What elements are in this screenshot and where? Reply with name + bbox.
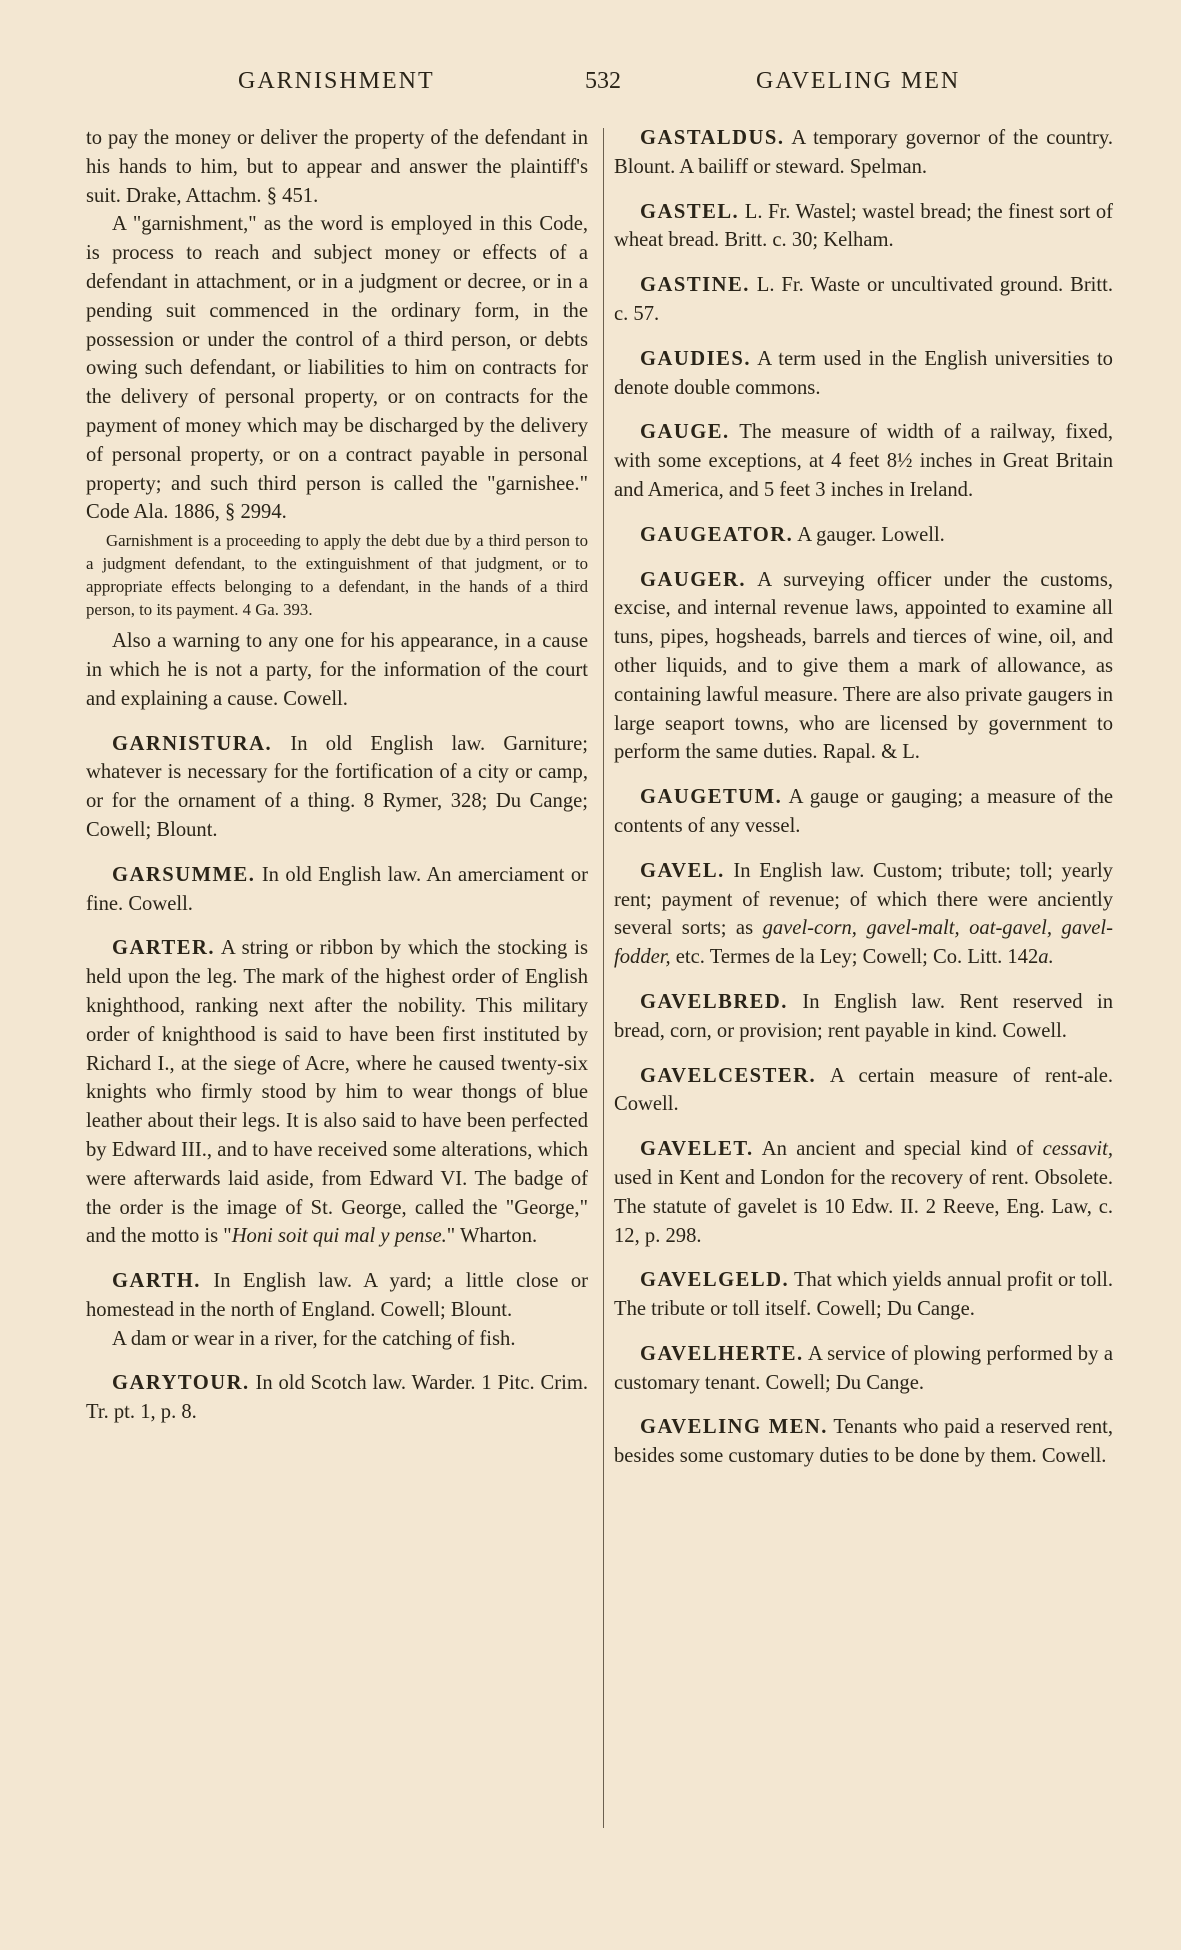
headword: GAVEL. <box>640 859 725 882</box>
headword: GAVELGELD. <box>640 1269 790 1292</box>
definition: Tenants who paid a reserved rent, besides some customary duties to be done by them. Cowell. <box>614 1416 1114 1468</box>
italic-folio: a. <box>1038 946 1054 969</box>
definition: In English law. A yard; a little close or homestead in the north of England. Cowell; Blount. <box>86 1270 588 1321</box>
headword: GASTALDUS. <box>640 127 785 149</box>
headword: GAVELET. <box>640 1138 754 1161</box>
headword: GAVELCESTER. <box>640 1064 817 1087</box>
definition: A service of plowing performed by a customary tenant. Cowell; Du Cange. <box>614 1342 1113 1394</box>
definition: That which yields annual profit or toll. The tribute or toll itself. Cowell; Du Cange. <box>614 1269 1113 1321</box>
definition: A temporary governor of the country. Blount. A bailiff or steward. Spelman. <box>614 127 1113 178</box>
definition-cont: etc. Termes de la Ley; Cowell; Co. Litt. 142 <box>670 946 1039 969</box>
entry-gavelherte <box>614 1340 1113 1398</box>
headword: GAUGE. <box>640 421 730 444</box>
entry-gavelet <box>614 1135 1113 1250</box>
italic-terms: gavel-corn, gavel-malt, oat-gavel, gavel-fodder, <box>614 917 1113 969</box>
definition: A certain measure of rent-ale. Cowell. <box>614 1064 1114 1116</box>
definition: A surveying officer under the customs, excise, and internal revenue laws, appointed to examine all tuns, pipes, hogsheads, barrels and tierces of wine, oil, and other liquids, and to give them a mark of allowance, as containing lawful measure. There are also private gaugers in large seaport towns, who are licensed by government to perform the same duties. Rapal. & L. <box>614 568 1113 764</box>
headword: GARNISTURA. <box>112 732 273 755</box>
headword: GARYTOUR. <box>112 1372 250 1395</box>
headword: GASTEL. <box>640 200 740 223</box>
headword: GAVELING MEN. <box>640 1416 828 1439</box>
headword: GAUGETUM. <box>640 786 783 809</box>
entry-gauger <box>614 566 1113 768</box>
continued-paragraph: to pay the money or deliver the property of the defendant in his hands to him, but to appear and answer the plaintiff's suit. Drake, Attachm. § 451. <box>86 127 588 207</box>
definition-end: " Wharton. <box>446 1225 538 1248</box>
headword: GARTH. <box>112 1270 201 1293</box>
paragraph: Also a warning to any one for his appearance, in a cause in which he is not a party, for the information of the court and explaining a cause. Cowell. <box>86 630 588 710</box>
entry-garsumme <box>86 861 588 919</box>
headword: GAUGEATOR. <box>640 523 794 546</box>
column-divider <box>603 128 604 1828</box>
definition: L. Fr. Waste or uncultivated ground. Britt. c. 57. <box>614 274 1113 325</box>
entry-gastaldus <box>614 124 1113 182</box>
entry-garnistura <box>86 730 588 845</box>
entry-gastine <box>614 271 1113 329</box>
definition: L. Fr. Wastel; wastel bread; the finest sort of wheat bread. Britt. c. 30; Kelham. <box>614 200 1113 252</box>
header-last-term: GAVELING MEN <box>756 68 961 94</box>
running-header <box>0 68 1181 104</box>
headword: GARSUMME. <box>112 863 256 886</box>
definition: The measure of width of a railway, fixed, with some exceptions, at 4 feet 8½ inches in Great Britain and America, and 5 feet 3 inches in Ireland. <box>614 421 1113 501</box>
definition: A gauge or gauging; a measure of the contents of any vessel. <box>614 786 1114 837</box>
entry-garter <box>86 934 588 1251</box>
headword: GARTER. <box>112 937 216 960</box>
definition: A string or ribbon by which the stocking is held upon the leg. The mark of the highest order of English knighthood, ranking next after the nobility. This military order of knighthood is said to have been first instituted by Richard I., at the siege of Acre, where he caused twenty-six knights who firmly stood by him to wear thongs of blue leather about their legs. It is also said to have been perfected by Edward III., and to have received some alterations, which were afterwards laid aside, from Edward VI. The badge of the order is the image of St. George, called the "George," and the motto is " <box>86 937 588 1248</box>
entry-gavelbred <box>614 988 1113 1046</box>
small-print-note: Garnishment is a proceeding to apply the debt due by a third person to a judgment defendant, to the extinguishment of that judgment, or to appropriate effects belonging to a defendant, in the hands of a third person, to its payment. 4 Ga. 393. <box>86 531 588 620</box>
headword: GAVELBRED. <box>640 990 788 1013</box>
definition: In English law. Rent reserved in bread, corn, or provision; rent payable in kind. Cowell. <box>614 990 1113 1042</box>
right-column <box>614 124 1113 1471</box>
entry-garytour <box>86 1369 588 1427</box>
headword: GAUGER. <box>640 568 747 591</box>
page-number: 532 <box>585 68 621 94</box>
entry-gavel <box>614 857 1113 972</box>
entry-gauge <box>614 418 1113 504</box>
entry-gastel <box>614 198 1113 256</box>
definition: In English law. Custom; tribute; toll; yearly rent; payment of revenue; of which there were anciently several sorts; as <box>614 859 1113 940</box>
definition: An ancient and special kind of <box>761 1138 1043 1161</box>
entry-gaveling-men <box>614 1413 1113 1471</box>
definition-cont: used in Kent and London for the recovery of rent. Obsolete. The statute of gavelet is 10 Edw. II. 2 Reeve, Eng. Law, c. 12, p. 298. <box>614 1166 1113 1247</box>
definition: In old English law. An amerciament or fine. Cowell. <box>86 863 588 915</box>
entry-garth <box>86 1267 588 1325</box>
headword: GAUDIES. <box>640 347 751 370</box>
paragraph: A dam or wear in a river, for the catching of fish. <box>112 1327 516 1350</box>
entry-gavelcester <box>614 1062 1113 1120</box>
definition: A gauger. Lowell. <box>797 523 945 546</box>
italic-term: cessavit, <box>1042 1138 1113 1161</box>
definition: In old Scotch law. Warder. 1 Pitc. Crim. Tr. pt. 1, p. 8. <box>86 1372 588 1424</box>
entry-gaugeator <box>614 521 1113 550</box>
entry-gaugetum <box>614 783 1113 841</box>
left-column <box>86 124 588 1427</box>
headword: GASTINE. <box>640 274 750 297</box>
headword: GAVELHERTE. <box>640 1342 804 1365</box>
entry-gavelgeld <box>614 1266 1113 1324</box>
definition: A term used in the English universities to denote double commons. <box>614 347 1113 399</box>
header-first-term: GARNISHMENT <box>238 68 435 94</box>
definition: In old English law. Garniture; whatever is necessary for the fortification of a city or camp, or for the ornament of a thing. 8 Rymer, 328; Du Cange; Cowell; Blount. <box>86 732 588 841</box>
entry-gaudies <box>614 345 1113 403</box>
paragraph: A "garnishment," as the word is employed in this Code, is process to reach and subject money or effects of a defendant in attachment, or in a judgment or decree, or in a pending suit commenced in the ordinary form, in the possession or under the control of a third person, or debts owing such defendant, or liabilities to him on contracts for the delivery of personal property, or on contracts for the payment of money which may be discharged by the delivery of personal property, or on a contract payable in personal property; and such third person is called the "garnishee." Code Ala. 1886, § 2994. <box>86 213 588 524</box>
motto-italic: Honi soit qui mal y pense. <box>231 1225 447 1248</box>
